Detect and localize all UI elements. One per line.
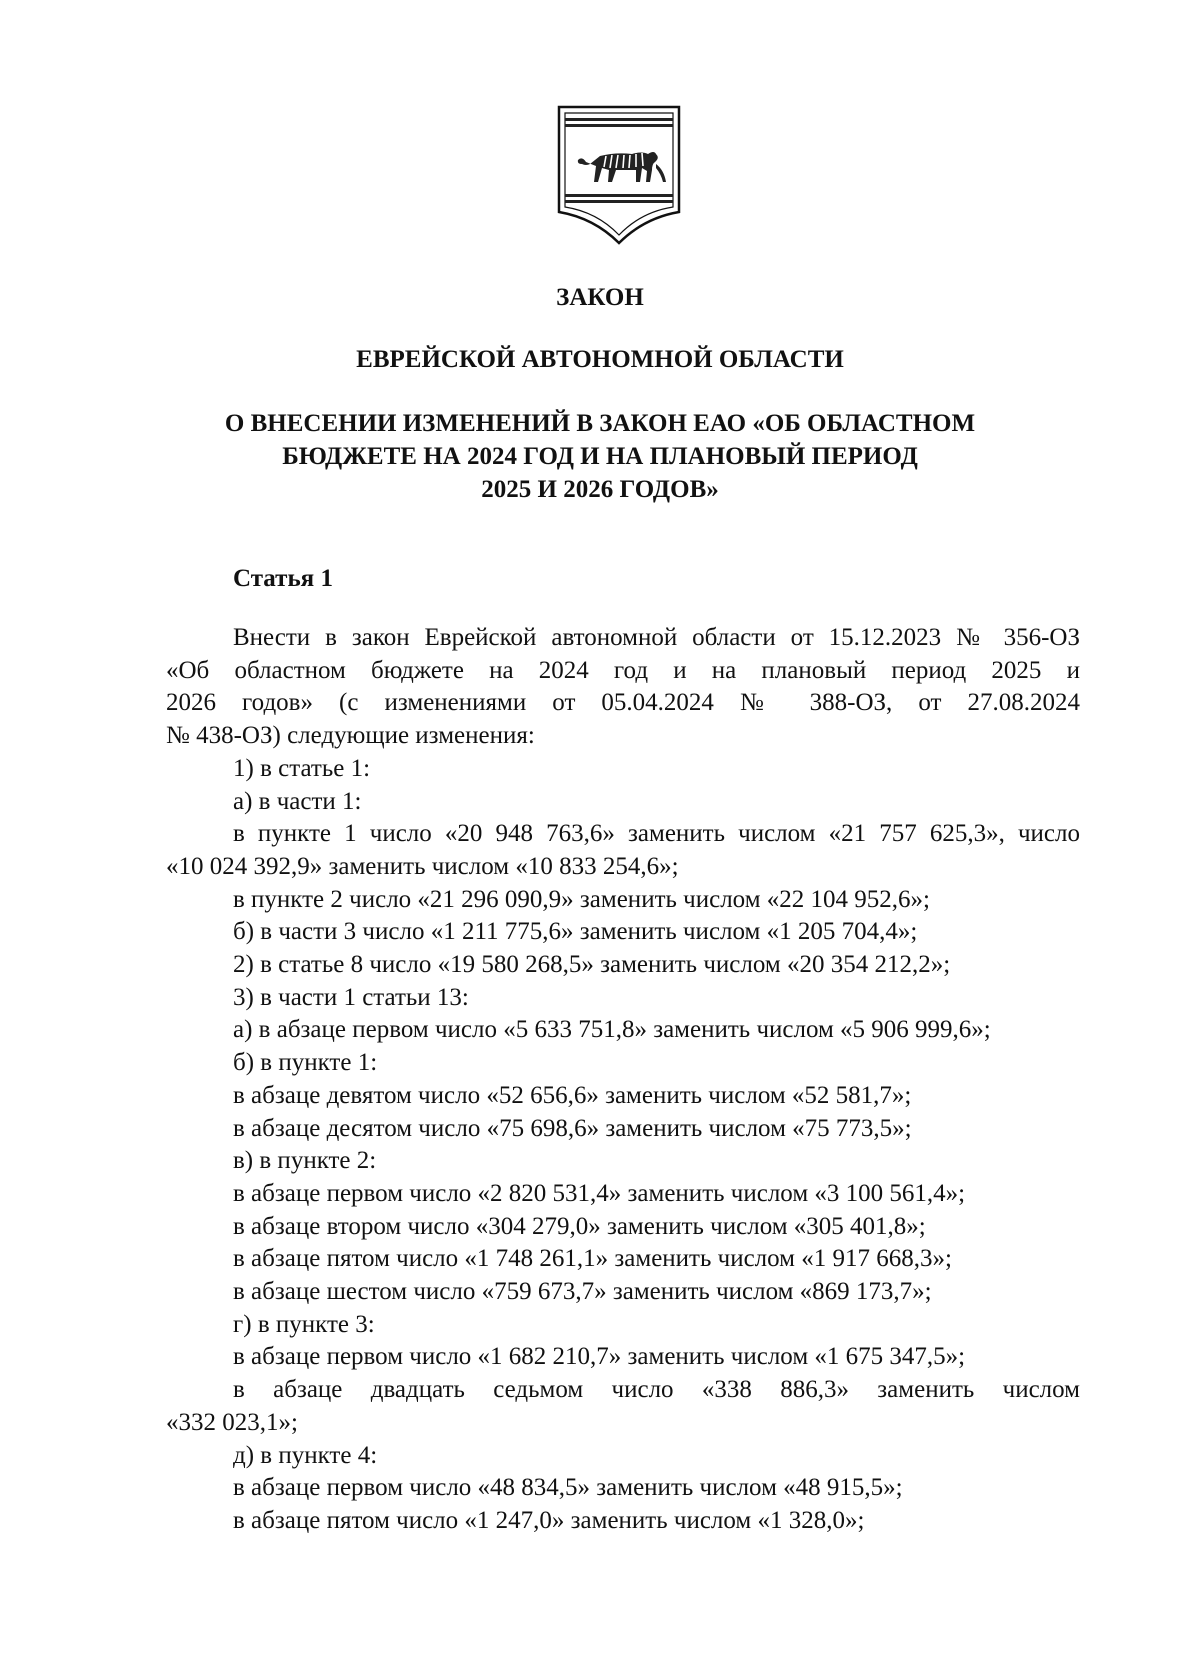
list-item: в абзаце девятом число «52 656,6» заменить числом «52 581,7»; [233,1081,912,1109]
list-item: в абзаце пятом число «1 247,0» заменить числом «1 328,0»; [233,1506,865,1534]
list-item: в абзаце первом число «1 682 210,7» заменить числом «1 675 347,5»; [233,1343,966,1371]
document-subject [150,407,1050,506]
subject-line: БЮДЖЕТЕ НА 2024 ГОД И НА ПЛАНОВЫЙ ПЕРИОД [282,443,918,470]
list-item: в абзаце двадцать седьмом число «338 886,3» заменить числом [233,1376,1080,1404]
intro-line: № 438-ОЗ) следующие изменения: [166,722,535,750]
list-item: д) в пункте 4: [233,1441,378,1469]
list-item: 2) в статье 8 число «19 580 268,5» заменить числом «20 354 212,2»; [233,951,951,979]
list-item: б) в пункте 1: [233,1049,378,1077]
list-item: в абзаце шестом число «759 673,7» заменить числом «869 173,7»; [233,1278,932,1306]
list-item: в пункте 2 число «21 296 090,9» заменить числом «22 104 952,6»; [233,885,930,913]
list-item: в) в пункте 2: [233,1147,377,1175]
list-item: в абзаце десятом число «75 698,6» заменить числом «75 773,5»; [233,1114,912,1142]
list-item: 1) в статье 1: [233,754,371,782]
document-region: ЕВРЕЙСКОЙ АВТОНОМНОЙ ОБЛАСТИ [356,346,844,373]
list-item: в абзаце втором число «304 279,0» заменить числом «305 401,8»; [233,1212,926,1240]
intro-line: «Об областном бюджете на 2024 год и на плановый период 2025 и [166,656,1080,684]
list-item: а) в части 1: [233,787,362,815]
list-item: «332 023,1»; [166,1408,298,1436]
list-item: в абзаце пятом число «1 748 261,1» заменить числом «1 917 668,3»; [233,1245,952,1273]
list-item: в абзаце первом число «48 834,5» заменить числом «48 915,5»; [233,1474,903,1502]
intro-line: Внести в закон Еврейской автономной области от 15.12.2023 № 356-ОЗ [233,624,1080,651]
list-item: г) в пункте 3: [233,1310,375,1338]
list-item: «10 024 392,9» заменить числом «10 833 254,6»; [166,852,679,880]
subject-line: О ВНЕСЕНИИ ИЗМЕНЕНИЙ В ЗАКОН ЕАО «ОБ ОБЛАСТНОМ [224,410,976,437]
subject-line: 2025 И 2026 ГОДОВ» [481,476,719,503]
list-item: в абзаце первом число «2 820 531,4» заменить числом «3 100 561,4»; [233,1179,966,1207]
list-item: б) в части 3 число «1 211 775,6» заменить числом «1 205 704,4»; [233,918,918,946]
list-item: в пункте 1 число «20 948 763,6» заменить числом «21 757 625,3», число [233,820,1080,848]
list-item: а) в абзаце первом число «5 633 751,8» заменить числом «5 906 999,6»; [233,1016,991,1044]
document-title: ЗАКОН [556,284,644,311]
article-heading: Статья 1 [233,565,333,592]
article-body [166,622,1080,1538]
coat-of-arms-emblem [556,104,682,246]
list-item: 3) в части 1 статьи 13: [233,983,469,1011]
intro-line: 2026 годов» (с изменениями от 05.04.2024 № 388-ОЗ, от 27.08.2024 [166,689,1080,717]
